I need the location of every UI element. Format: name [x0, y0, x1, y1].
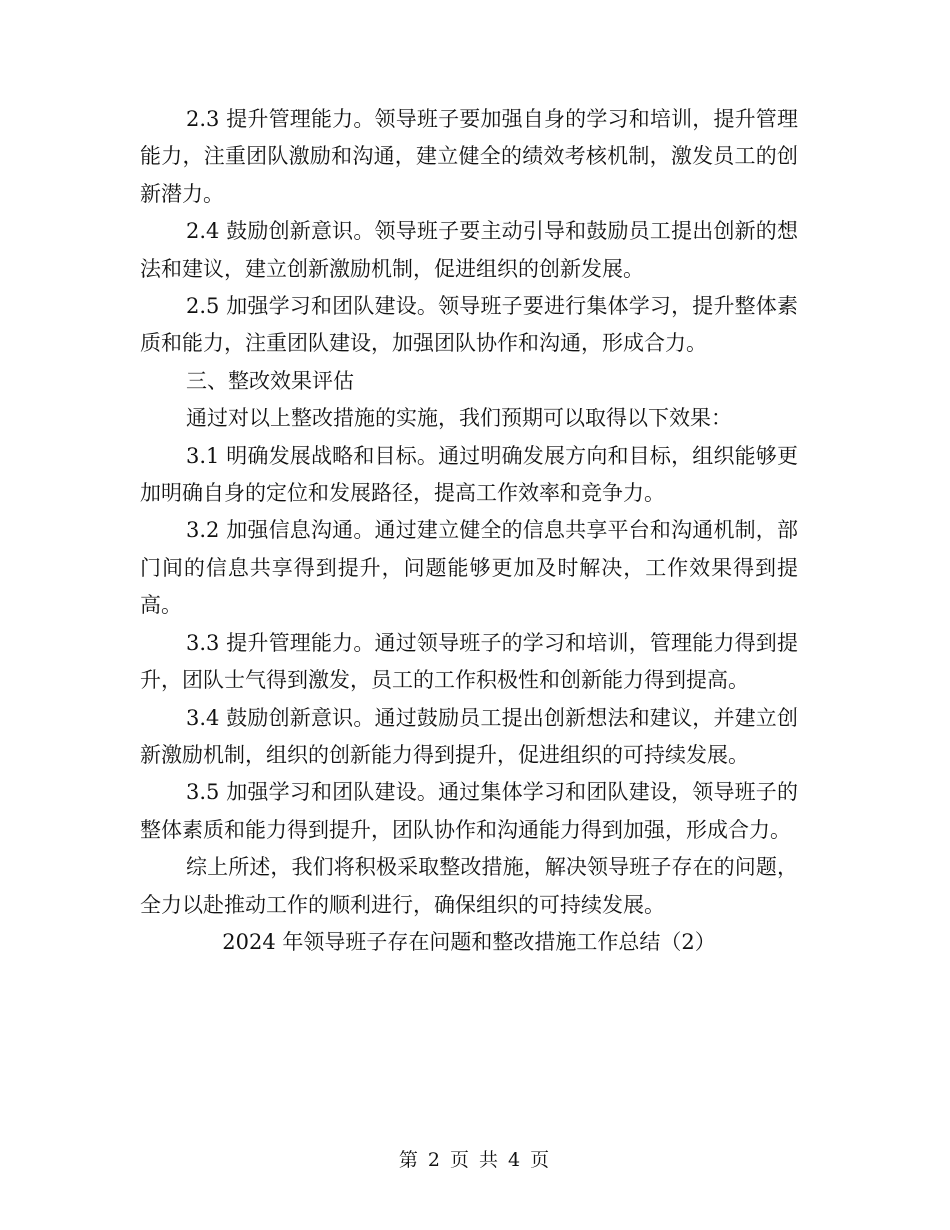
page-number-footer: 第 2 页 共 4 页 [398, 1149, 552, 1171]
section-heading-evaluation: 三、整改效果评估 [186, 368, 354, 393]
document-body [140, 101, 798, 961]
document-section-title: 2024 年领导班子存在问题和整改措施工作总结（2） [222, 929, 716, 954]
paragraph-2-5: 2.5 加强学习和团队建设。领导班子要进行集体学习，提升整体素质和能力，注重团队建设，加强团队协作和沟通，形成合力。 [140, 294, 798, 356]
paragraph-intro-effects: 通过对以上整改措施的实施，我们预期可以取得以下效果： [186, 406, 732, 431]
paragraph-2-3: 2.3 提升管理能力。领导班子要加强自身的学习和培训，提升管理能力，注重团队激励和沟通，建立健全的绩效考核机制，激发员工的创新潜力。 [140, 107, 798, 206]
paragraph-3-3: 3.3 提升管理能力。通过领导班子的学习和培训，管理能力得到提升，团队士气得到激发，员工的工作积极性和创新能力得到提高。 [140, 630, 798, 693]
paragraph-2-4: 2.4 鼓励创新意识。领导班子要主动引导和鼓励员工提出创新的想法和建议，建立创新激励机制，促进组织的创新发展。 [140, 219, 798, 281]
paragraph-3-1: 3.1 明确发展战略和目标。通过明确发展方向和目标，组织能够更加明确自身的定位和发展路径，提高工作效率和竞争力。 [140, 443, 798, 506]
paragraph-3-2: 3.2 加强信息沟通。通过建立健全的信息共享平台和沟通机制，部门间的信息共享得到提升，问题能够更加及时解决，工作效果得到提高。 [140, 518, 798, 618]
paragraph-conclusion: 综上所述，我们将积极采取整改措施，解决领导班子存在的问题，全力以赴推动工作的顺利进行，确保组织的可持续发展。 [140, 855, 798, 917]
paragraph-3-4: 3.4 鼓励创新意识。通过鼓励员工提出创新想法和建议，并建立创新激励机制，组织的创新能力得到提升，促进组织的可持续发展。 [140, 705, 798, 767]
paragraph-3-5: 3.5 加强学习和团队建设。通过集体学习和团队建设，领导班子的整体素质和能力得到提升，团队协作和沟通能力得到加强，形成合力。 [140, 780, 798, 842]
